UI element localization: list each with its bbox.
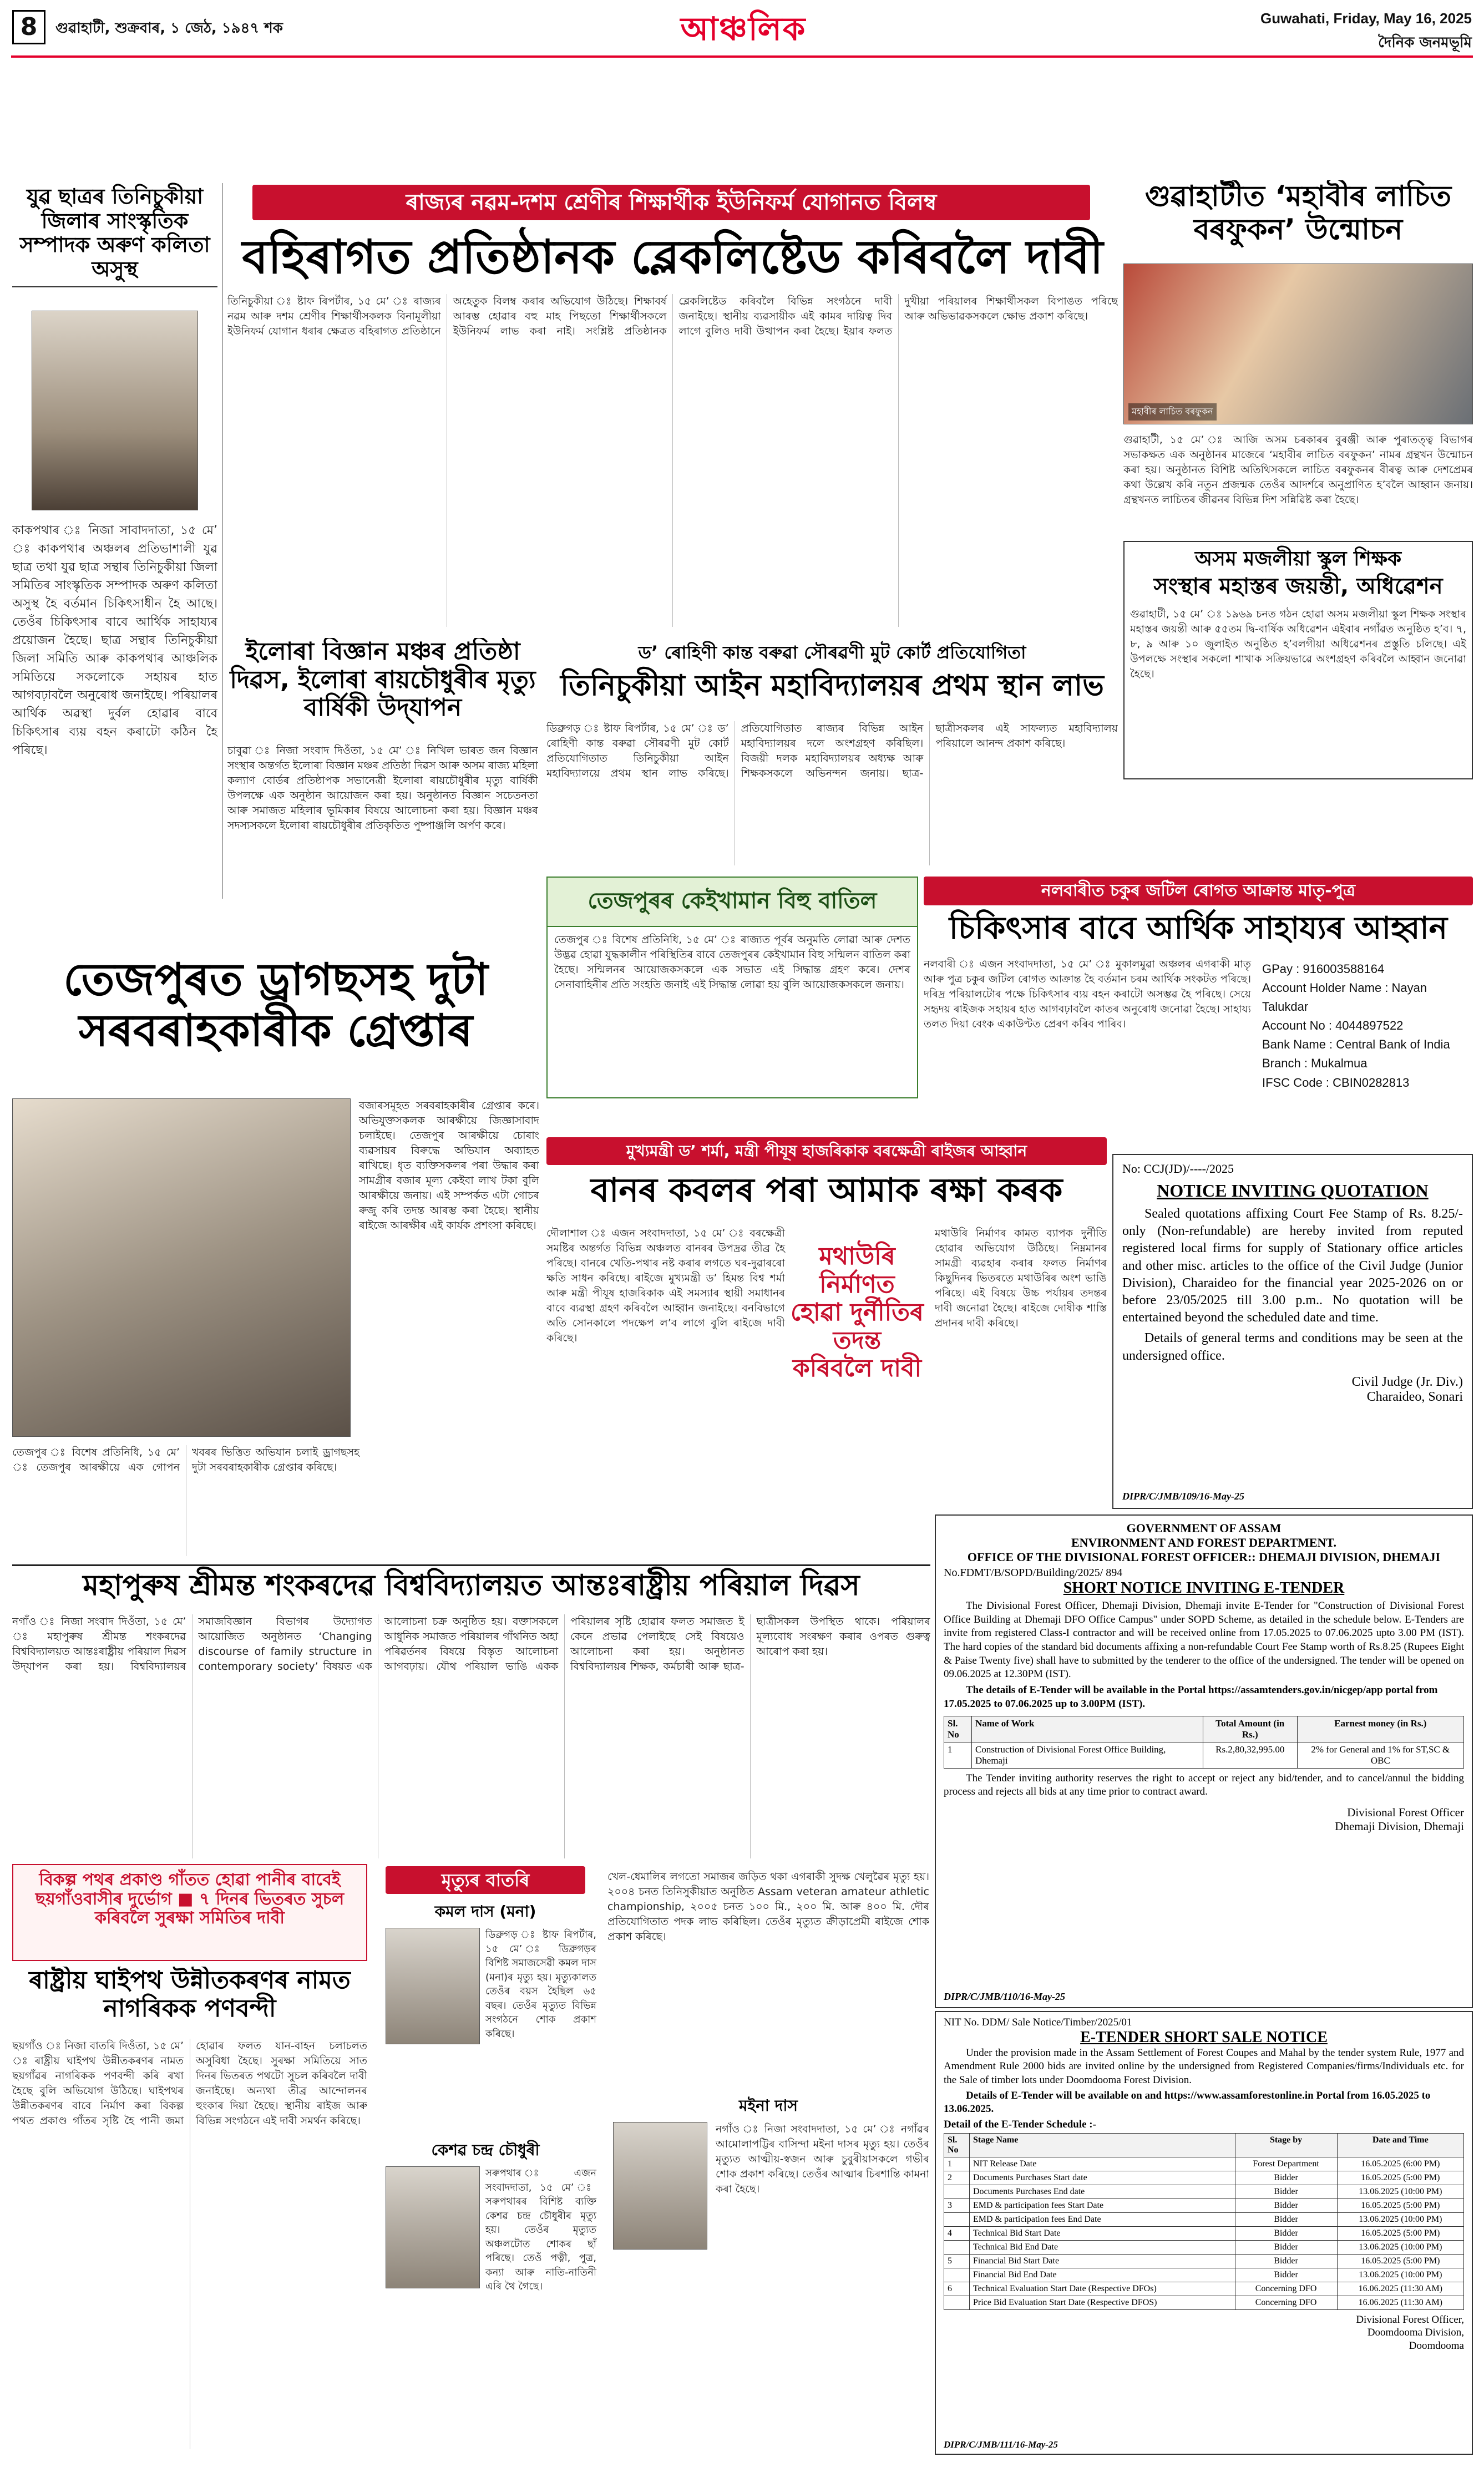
obituary-name-2: কেশৱ চন্দ্ৰ চৌধুৰী <box>431 2141 540 2159</box>
moot-court-body: ডিব্ৰুগড় ঃ ষ্টাফ ৰিপৰ্টাৰ, ১৫ মে’ ঃ ড’ ৰোহিণী কান্ত বৰুৱা সৌৰৱণী মুট কোৰ্ট প্ৰতিযোগিতাত তিনিচুকীয়া আইন মহাবিদ্যালয়ে প্ৰথম স্থান লাভ কৰিছে। প্ৰতিযোগিতাত ৰাজ্যৰ বিভিন্ন আইন মহাবিদ্যালয়ৰ দলে অংশগ্ৰহণ কৰিছিল। বিজয়ী দলক মহাবিদ্যালয়ৰ অধ্যক্ষ আৰু শিক্ষকসকলে অভিনন্দন জনায়। ছাত্ৰ-ছাত্ৰীসকলৰ এই সাফল্যত মহাবিদ্যালয় পৰিয়ালে আনন্দ প্ৰকাশ কৰিছে। <box>546 722 1118 779</box>
road-alert <box>12 1864 367 1961</box>
bank-branch: Branch : Mukalmua <box>1262 1056 1367 1071</box>
forest-tender-dept: ENVIRONMENT AND FOREST DEPARTMENT. <box>1071 1536 1336 1549</box>
forest-tender-title: SHORT NOTICE INVITING E-TENDER <box>1063 1579 1345 1597</box>
timber-tender-td: Documents Purchases End date <box>970 2185 1235 2198</box>
bihu-story-headline: তেজপুৰৰ কেইখামান বিহু বাতিল <box>548 878 917 927</box>
forest-tender-th: Earnest money (in Rs.) <box>1297 1716 1463 1742</box>
timber-tender-table <box>944 2133 1464 2310</box>
timber-tender-body: Under the provision made in the Assam Settlement of Forest Coupes and Mahal by the tender system Rule, 1977 and Amendment Rule 2000 bids are invited online by the undersigned from Registered Companies/firms/Individuals etc. for the Sale of timber lots under Doomdooma Forest Division. <box>944 2047 1464 2086</box>
drugs-story <box>12 949 539 1559</box>
timber-tender-td: Forest Department <box>1235 2157 1337 2171</box>
timber-tender-td: Bidder <box>1235 2226 1337 2240</box>
medical-appeal-headline: চিকিৎসাৰ বাবে আৰ্থিক সাহায্যৰ আহ্বান <box>949 910 1448 946</box>
timber-tender-td: Documents Purchases Start date <box>970 2171 1235 2185</box>
obituary-portrait-3 <box>613 2122 707 2250</box>
timber-tender-td: 3 <box>944 2198 970 2212</box>
uniform-story-body: তিনিচুকীয়া ঃ ষ্টাফ ৰিপৰ্টাৰ, ১৫ মে’ ঃ ৰাজ্যৰ নৱম আৰু দশম শ্ৰেণীৰ শিক্ষাৰ্থীসকলক বিনামূলীয়া ইউনিফৰ্ম যোগান ধৰাৰ ক্ষেত্ৰত বহিৰাগত প্ৰতিষ্ঠানে অহেতুক বিলম্ব কৰাৰ অভিযোগ উঠিছে। শিক্ষাবৰ্ষ আৰম্ভ হোৱাৰ বহু মাহ পিছতো শিক্ষাৰ্থীসকলে ইউনিফৰ্ম লাভ কৰা নাই। সংশ্লিষ্ট প্ৰতিষ্ঠানক ব্লেকলিষ্টেড কৰিবলৈ বিভিন্ন সংগঠনে দাবী জনাইছে। স্থানীয় ব্যৱসায়ীক এই কামৰ দায়িত্ব দিব লাগে বুলিও দাবী উত্থাপন কৰা হৈছে। ইয়াৰ ফলত দুখীয়া পৰিয়ালৰ শিক্ষাৰ্থীসকল বিপাঙত পৰিছে আৰু অভিভাৱকসকলে ক্ষোভ প্ৰকাশ কৰিছে। <box>227 295 1118 337</box>
forest-tender-portal: The details of E-Tender will be available in the Portal https://assamtenders.gov.in/nicgep/app portal from 17.05.2025 to 07.06.2025 up to 3.00PM (IST). <box>944 1684 1438 1710</box>
timber-tender-td: 16.06.2025 (11:30 AM) <box>1337 2282 1463 2296</box>
timber-tender-td: Bidder <box>1235 2268 1337 2282</box>
timber-tender-th: Sl. No <box>944 2133 970 2157</box>
notice-quotation-body: Sealed quotations affixing Court Fee Stamp of Rs. 8.25/- only (Non-refundable) are hereby invited from reputed registered local firms for supply of Stationary office articles and other misc. articles to the office of the Civil Judge (Junior Division), Charaideo for the financial year 2025-2026 on or before 23/05/2025 till 3.00 p.m.. No quotation will be entertained beyond the scheduled date and time. <box>1122 1207 1463 1325</box>
timber-tender-signer-2: Doomdooma Division, <box>1367 2327 1464 2339</box>
forest-tender-th: Total Amount (in Rs.) <box>1203 1716 1297 1742</box>
timber-tender <box>935 2011 1473 2455</box>
timber-tender-td: Bidder <box>1235 2212 1337 2226</box>
masthead-date-left: গুৱাহাটী, শুক্ৰবাৰ, ১ জেঠ, ১৯৪৭ শক <box>55 20 283 37</box>
bank-account: Account No : 4044897522 <box>1262 1019 1404 1033</box>
side-story-body: কাকপথাৰ ঃ নিজা সাবাদদাতা, ১৫ মে’ ঃ কাকপথাৰ অঞ্চলৰ প্ৰতিভাশালী যুৱ ছাত্ৰ তথা যুৱ ছাত্ৰ সন্থাৰ তিনিচুকীয়া জিলা সমিতিৰ সাংস্কৃতিক সম্পাদক অৰুণ কলিতা অসুস্থ হৈ বৰ্তমান চিকিৎসাধীন হৈ আছে। তেওঁৰ চিকিৎসাৰ বাবে আৰ্থিক সাহায্যৰ প্ৰয়োজন হৈছে। ছাত্ৰ সন্থাৰ তিনিচুকীয়া জিলা সমিতি আৰু কাকপথাৰ আঞ্চলিক সমিতিয়ে সকলোকে সহায়ৰ হাত আগবঢ়াবলৈ অনুৰোধ জনাইছে। পৰিয়ালৰ আৰ্থিক অৱস্থা দুৰ্বল হোৱাৰ বাবে চিকিৎসাৰ ব্যয় বহন কৰাটো কঠিন হৈ পৰিছে। <box>12 524 217 757</box>
forest-tender-ref: No.FDMT/B/SOPD/Building/2025/ 894 <box>944 1567 1123 1579</box>
timber-tender-ref: NIT No. DDM/ Sale Notice/Timber/2025/01 <box>944 2017 1132 2028</box>
masthead-dateline: Guwahati, Friday, May 16, 2025 <box>1260 10 1472 27</box>
timber-tender-td <box>944 2212 970 2226</box>
table-row <box>944 2226 1464 2240</box>
drugs-story-headline: তেজপুৰত ড্ৰাগছসহ দুটা সৰবৰাহকাৰীক গ্ৰেপ্তাৰ <box>63 954 488 1056</box>
bank-gpay: GPay : 916003588164 <box>1262 962 1385 976</box>
timber-tender-td <box>944 2240 970 2254</box>
timber-tender-schedule-title: Detail of the E-Tender Schedule :- <box>944 2118 1096 2130</box>
forest-tender-footer: The Tender inviting authority reserves the right to accept or reject any bid/tender, and to cancel/annul the bidding process and rejects all bids at any time prior to contract award. <box>944 1772 1464 1798</box>
notice-quotation-title: NOTICE INVITING QUOTATION <box>1157 1181 1429 1200</box>
majuli-story-body: গুৱাহাটী, ১৫ মে’ ঃ ১৯৬৯ চনত গঠন হোৱা অসম মজলীয়া স্কুল শিক্ষক সংস্থাৰ মহাস্তৰ জয়ন্তী আৰু ৫৫তম দ্বি-বাৰ্ষিক অধিৱেশন এইবাৰ নগাঁৱত অনুষ্ঠিত হ’ব। ৭, ৮, ৯ আৰু ১০ জুলাইত অনুষ্ঠিত হ’বলগীয়া অধিৱেশনৰ প্ৰস্তুতি চলিছে। এই উপলক্ষে সংস্থাৰ সকলো শাখাক সক্ৰিয়ভাৱে অংশগ্ৰহণ কৰিবলৈ আহ্বান জনোৱা হৈছে। <box>1130 608 1466 681</box>
obituary-text-3: নগাঁও ঃ নিজা সংবাদদাতা, ১৫ মে’ ঃ নগাঁৱৰ আমোলাপট্টিৰ বাসিন্দা মইনা দাসৰ মৃত্যু হয়। তেওঁৰ মৃত্যুত আত্মীয়-স্বজন আৰু চুবুৰীয়াসকলে গভীৰ শোক প্ৰকাশ কৰিছে। তেওঁৰ আত্মাৰ চিৰশান্তি কামনা কৰা হৈছে। <box>716 2123 929 2195</box>
bank-ifsc: IFSC Code : CBIN0282813 <box>1262 1075 1410 1090</box>
timber-tender-td: Technical Evaluation Start Date (Respective DFOs) <box>970 2282 1235 2296</box>
timber-tender-td: Financial Bid Start Date <box>970 2254 1235 2268</box>
table-row <box>944 2296 1464 2309</box>
mahabir-story <box>1123 180 1473 785</box>
table-row <box>944 2212 1464 2226</box>
timber-tender-td: 16.06.2025 (11:30 AM) <box>1337 2296 1463 2309</box>
highway-story-headline: ৰাষ্ট্ৰীয় ঘাইপথ উন্নীতকৰণৰ নামত নাগৰিকক পণবন্দী <box>29 1967 351 2023</box>
university-story-body: নগাঁও ঃ নিজা সংবাদ দিওঁতা, ১৫ মে’ ঃ মহাপুৰুষ শ্ৰীমন্ত শংকৰদেৱ বিশ্ববিদ্যালয়ত আন্তঃৰাষ্ট্ৰীয় পৰিয়াল দিৱস উদ্‌যাপন কৰা হয়। বিশ্ববিদ্যালয়ৰ সমাজবিজ্ঞান বিভাগৰ উদ্যোগত আয়োজিত অনুষ্ঠানত ‘Changing discourse of family structure in contemporary society’ বিষয়ত এক আলোচনা চক্ৰ অনুষ্ঠিত হয়। বক্তাসকলে আধুনিক সমাজত পৰিয়ালৰ গাঁথনিত অহা পৰিৱৰ্তনৰ বিষয়ে বিস্তৃত আলোচনা আগবঢ়ায়। যৌথ পৰিয়াল ভাঙি একক পৰিয়ালৰ সৃষ্টি হোৱাৰ ফলত সমাজত ই কেনে প্ৰভাৱ পেলাইছে সেই বিষয়েও আলোচনা কৰা হয়। অনুষ্ঠানত বিশ্ববিদ্যালয়ৰ শিক্ষক, কৰ্মচাৰী আৰু ছাত্ৰ-ছাত্ৰীসকল উপস্থিত থাকে। পৰিয়ালৰ মূল্যবোধ সংৰক্ষণ কৰাৰ ওপৰত গুৰুত্ব আৰোপ কৰা হয়। <box>12 1615 930 1673</box>
page-number: 8 <box>12 10 45 44</box>
forest-tender-signer-2: Dhemaji Division, Dhemaji <box>1335 1819 1464 1833</box>
monkey-story-body: দৌলাশাল ঃ এজন সংবাদদাতা, ১৫ মে’ ঃ বৰক্ষেত্ৰী সমষ্টিৰ অন্তৰ্গত বিভিন্ন অঞ্চলত বানৰৰ উপদ্ৰৱ তীব্ৰ হৈ পৰিছে। বানৰে খেতি-পথাৰ নষ্ট কৰাৰ লগতে ঘৰ-দুৱাৰৰো ক্ষতি সাধন কৰিছে। ৰাইজে মুখ্যমন্ত্ৰী ড’ হিমন্ত বিশ্ব শৰ্মা আৰু মন্ত্ৰী পীযূষ হাজৰিকাক এই সমস্যাৰ স্থায়ী সমাধানৰ বাবে ব্যৱস্থা গ্ৰহণ কৰিবলৈ আহ্বান জনাইছে। বনবিভাগে অতি সোনকালে পদক্ষেপ ল’ব লাগে বুলি ৰাইজে দাবী কৰিছে। <box>546 1227 785 1344</box>
timber-tender-td <box>944 2268 970 2282</box>
drugs-story-body: বজাৰসমূহত সৰবৰাহকাৰীৰ গ্ৰেপ্তাৰ কৰে। অভিযুক্তসকলক আৰক্ষীয়ে জিজ্ঞাসাবাদ চলাইছে। তেজপুৰ আৰক্ষীয়ে চোৰাং ব্যৱসায়ৰ বিৰুদ্ধে অভিযান অব্যাহত ৰাখিছে। ধৃত ব্যক্তিসকলৰ পৰা উদ্ধাৰ কৰা সামগ্ৰীৰ বজাৰ মূল্য কেইবা লাখ টকা বুলি আৰক্ষীয়ে জনায়। এই সম্পৰ্কত এটা গোচৰ ৰুজু কৰি তদন্ত আৰম্ভ কৰা হৈছে। স্থানীয় ৰাইজে আৰক্ষীৰ এই কাৰ্যক প্ৰশংসা কৰিছে। <box>359 1100 539 1232</box>
obituary-text-2: সৰুপথাৰ ঃ এজন সংবাদদাতা, ১৫ মে’ ঃ সৰুপথাৰৰ বিশিষ্ট ব্যক্তি কেশৱ চন্দ্ৰ চৌধুৰীৰ মৃত্যু হয়। তেওঁৰ মৃত্যুত অঞ্চলটোত শোকৰ ছাঁ পৰিছে। তেওঁ পত্নী, পুত্ৰ, কন্যা আৰু নাতি-নাতিনী এৰি থৈ গৈছে। <box>485 2167 596 2293</box>
obituary-portrait-2 <box>386 2166 480 2288</box>
ilora-story <box>227 638 538 949</box>
forest-tender-th: Name of Work <box>972 1716 1203 1742</box>
timber-tender-td: Technical Bid Start Date <box>970 2226 1235 2240</box>
notice-quotation-signer-2: Charaideo, Sonari <box>1366 1389 1463 1404</box>
bihu-story-body: তেজপুৰ ঃ বিশেষ প্ৰতিনিধি, ১৫ মে’ ঃ ৰাজ্যত পূৰ্বৰ অনুমতি লোৱা আৰু দেশত উদ্ভৱ হোৱা যুদ্ধকালীন পৰিস্থিতিৰ বাবে তেজপুৰৰ কেইখামান বিহু সন্মিলন বাতিল কৰা হৈছে। সন্মিলনৰ আয়োজকসকলে এক সভাত এই সিদ্ধান্ত গ্ৰহণ কৰে। দেশৰ সেনাবাহিনীৰ প্ৰতি সংহতি জনাই এই সিদ্ধান্ত লোৱা হয় বুলি আয়োজকসকলে জনায়। <box>554 934 910 991</box>
ilora-story-headline: ইলোৰা বিজ্ঞান মঞ্চৰ প্ৰতিষ্ঠা দিৱস, ইলোৰা ৰায়চৌধুৰীৰ মৃত্যু বাৰ্ষিকী উদ্‌যাপন <box>230 638 536 722</box>
road-alert-text: বিকল্প পথৰ প্ৰকাণ্ড গাঁতত হোৱা পানীৰ বাবেই ছয়গাঁওবাসীৰ দুৰ্ভোগ ■ ৭ দিনৰ ভিতৰত সুচল কৰিবলৈ সুৰক্ষা সমিতিৰ দাবী <box>35 1870 345 1928</box>
uniform-story-kicker: ৰাজ্যৰ নৱম-দশম শ্ৰেণীৰ শিক্ষাৰ্থীক ইউনিফৰ্ম যোগানত বিলম্ব <box>252 185 1090 220</box>
medical-appeal-kicker: নলবাৰীত চকুৰ জটিল ৰোগত আক্ৰান্ত মাতৃ-পুত্ৰ <box>924 877 1473 905</box>
timber-tender-td: Bidder <box>1235 2185 1337 2198</box>
side-story-headline: যুৱ ছাত্ৰৰ তিনিচুকীয়া জিলাৰ সাংস্কৃতিক সম্পাদক অৰুণ কলিতা অসুস্থ <box>12 180 217 287</box>
monkey-story-kicker: মুখ্যমন্ত্ৰী ড’ শৰ্মা, মন্ত্ৰী পীযূষ হাজৰিকাক বৰক্ষেত্ৰী ৰাইজৰ আহ্বান <box>546 1137 1107 1165</box>
university-story <box>12 1564 930 1858</box>
obituary-kicker: মৃত্যুৰ বাতৰি <box>386 1866 585 1894</box>
timber-tender-td: 16.05.2025 (5:00 PM) <box>1337 2171 1463 2185</box>
notice-quotation-dipr: DIPR/C/JMB/109/16-May-25 <box>1122 1491 1245 1502</box>
masthead-logo: আঞ্চলিক <box>680 10 807 48</box>
forest-tender-gov: GOVERNMENT OF ASSAM <box>1126 1521 1282 1535</box>
timber-tender-td: 16.05.2025 (5:00 PM) <box>1337 2226 1463 2240</box>
timber-tender-td <box>944 2296 970 2309</box>
majuli-story-headline-top: অসম মজলীয়া স্কুল শিক্ষক <box>1194 548 1402 570</box>
forest-tender-body: The Divisional Forest Officer, Dhemaji Division, Dhemaji invite E-Tender for "Construction of Divisional Forest Office Building at Dhemaji DFO Office Campus" under SOPD Scheme, as detailed in the schedule below. E-Tenders are invite from registered Class-I contractor and will be received online from 17.05.2025 to 07.06.2025 upto 3.00 PM (IST). The hard copies of the standard bid documents affixing a non-refundable Court Fee Stamp worth of Rs.8.25 (Rupees Eight & Paise Twenty five) shall have to submitted by the tenderer to the office of the undersigned. The tender will be opened on 09.06.2025 at 12.30PM (IST). <box>944 1600 1464 1680</box>
moot-court-story <box>546 638 1118 871</box>
table-row <box>944 2171 1464 2185</box>
timber-tender-td: 13.06.2025 (10:00 PM) <box>1337 2212 1463 2226</box>
forest-tender-th: Sl. No <box>944 1716 972 1742</box>
timber-tender-dipr: DIPR/C/JMB/111/16-May-25 <box>944 2439 1058 2450</box>
timber-tender-th: Stage Name <box>970 2133 1235 2157</box>
forest-tender-td: Construction of Divisional Forest Office Building, Dhemaji <box>972 1742 1203 1768</box>
timber-tender-td: Technical Bid End Date <box>970 2240 1235 2254</box>
ilora-story-body: চাবুৱা ঃ নিজা সংবাদ দিওঁতা, ১৫ মে’ ঃ নিখিল ভাৰত জন বিজ্ঞান সংস্থাৰ অন্তৰ্গত ইলোৰা বিজ্ঞান মঞ্চৰ প্ৰতিষ্ঠা দিৱস আৰু অসম ৰাজ্য মহিলা কল্যাণ বোৰ্ডৰ প্ৰতিষ্ঠাপক সভানেত্ৰী ইলোৰা ৰায়চৌধুৰীৰ মৃত্যু বাৰ্ষিকী উপলক্ষে এক অনুষ্ঠান আয়োজন কৰা হয়। অনুষ্ঠানত বিজ্ঞান সচেতনতা আৰু সমাজত মহিলাৰ ভূমিকাৰ বিষয়ে আলোচনা কৰা হয়। বিজ্ঞান মঞ্চৰ সদস্যসকলে ইলোৰা ৰায়চৌধুৰীৰ প্ৰতিকৃতিত পুষ্পাঞ্জলি অৰ্পণ কৰে। <box>227 744 538 832</box>
masthead-rule <box>11 55 1473 58</box>
timber-tender-td: Financial Bid End Date <box>970 2268 1235 2282</box>
drugs-arrest-photo <box>12 1098 351 1437</box>
obituary-athlete-body: খেল-ধেমালিৰ লগতো সমাজৰ জড়িত থকা এগৰাকী সুদক্ষ খেলুৱৈৰ মৃত্যু হয়। ২০০৪ চনত তিনিসুকীয়াত অনুষ্ঠিত Assam veteran amateur athletic championship, ২০০৫ চনত ১০০ মি., ২০০ মি. আৰু ৪০০ মি. দৌৰ প্ৰতিযোগিতাত পদক লাভ কৰিছিল। তেওঁৰ মৃত্যুত ক্ৰীড়াপ্ৰেমী ৰাইজে শোক প্ৰকাশ কৰিছে। <box>607 1871 929 1943</box>
notice-quotation <box>1112 1154 1473 1509</box>
timber-tender-td: 16.05.2025 (5:00 PM) <box>1337 2254 1463 2268</box>
timber-tender-td <box>944 2185 970 2198</box>
forest-tender-table <box>944 1716 1464 1769</box>
majuli-story-headline: সংস্থাৰ মহাস্তৰ জয়ন্তী, অধিৱেশন <box>1153 574 1443 600</box>
notice-quotation-ref: No: CCJ(JD)/----/2025 <box>1122 1162 1234 1176</box>
timber-tender-th: Date and Time <box>1337 2133 1463 2157</box>
monkey-story-headline: বানৰ কবলৰ পৰা আমাক ৰক্ষা কৰক <box>590 1171 1063 1210</box>
mahabir-photo-caption: মহাবীৰ লাচিত বৰফুকন <box>1128 403 1217 421</box>
table-row <box>944 2282 1464 2296</box>
timber-tender-td: 13.06.2025 (10:00 PM) <box>1337 2185 1463 2198</box>
table-row <box>944 2157 1464 2171</box>
notice-quotation-body2: Details of general terms and conditions may be seen at the undersigned office. <box>1122 1331 1463 1363</box>
timber-tender-title: E-TENDER SHORT SALE NOTICE <box>1080 2029 1328 2046</box>
timber-tender-td: Bidder <box>1235 2198 1337 2212</box>
obituary-name-1: কমল দাস (মনা) <box>434 1902 536 1921</box>
masthead <box>0 0 1484 67</box>
timber-tender-th: Stage by <box>1235 2133 1337 2157</box>
highway-story <box>12 1967 367 2455</box>
medical-appeal-body: নলবাৰী ঃ এজন সংবাদদাতা, ১৫ মে’ ঃ মুকালমুৱা অঞ্চলৰ এগৰাকী মাতৃ আৰু পুত্ৰ চকুৰ জটিল ৰোগত আক্ৰান্ত হৈ বৰ্তমান চৰম আৰ্থিক সংকটত পৰিছে। দৰিদ্ৰ পৰিয়ালটোৰ পক্ষে চিকিৎসাৰ ব্যয় বহন কৰাটো অসম্ভৱ হৈ পৰিছে। সেয়ে সহৃদয় ৰাইজক সহায়ৰ হাত আগবঢ়াবলৈ কাতৰ অনুৰোধ জনোৱা হৈছে। সাহায্য তলত দিয়া বেংক একাউণ্টত প্ৰেৰণ কৰিব পাৰিব। <box>924 958 1251 1030</box>
mahabir-story-headline: গুৱাহাটীত ‘মহাবীৰ লাচিত বৰফুকন’ উন্মোচন <box>1144 180 1452 246</box>
medical-appeal <box>924 877 1473 1148</box>
uniform-story <box>227 180 1118 635</box>
table-row <box>944 1742 1464 1768</box>
forest-tender-dipr: DIPR/C/JMB/110/16-May-25 <box>944 1991 1066 2002</box>
timber-tender-signer-1: Divisional Forest Officer, <box>1356 2313 1464 2326</box>
timber-tender-td: Bidder <box>1235 2240 1337 2254</box>
timber-tender-td: Concerning DFO <box>1235 2282 1337 2296</box>
timber-tender-td: 16.05.2025 (5:00 PM) <box>1337 2198 1463 2212</box>
timber-tender-td: Concerning DFO <box>1235 2296 1337 2309</box>
highway-story-body: ছয়গাঁও ঃ নিজা বাতৰি দিওঁতা, ১৫ মে’ ঃ ৰাষ্ট্ৰীয় ঘাইপথ উন্নীতকৰণৰ নামত ছয়গাঁৱৰ নাগৰিকক পণবন্দী কৰি ৰখা হৈছে বুলি অভিযোগ উঠিছে। ঘাইপথৰ উন্নীতকৰণৰ বাবে নিৰ্মাণ কৰা বিকল্প পথত প্ৰকাণ্ড গাঁতৰ সৃষ্টি হৈ পানী জমা হোৱাৰ ফলত যান-বাহন চলাচলত অসুবিধা হৈছে। সুৰক্ষা সমিতিয়ে সাত দিনৰ ভিতৰত পথটো সুচল কৰিবলৈ দাবী জনাইছে। অন্যথা তীব্ৰ আন্দোলনৰ হুংকাৰ দিয়া হৈছে। স্থানীয় ৰাইজ আৰু বিভিন্ন সংগঠনে এই দাবী সমৰ্থন কৰিছে। <box>12 2040 367 2127</box>
timber-tender-td: EMD & participation fees End Date <box>970 2212 1235 2226</box>
timber-tender-td: Price Bid Evaluation Start Date (Respective DFOS) <box>970 2296 1235 2309</box>
table-row <box>944 2198 1464 2212</box>
masthead-paper-name: দৈনিক জনমভূমি <box>1378 34 1472 51</box>
timber-tender-td: 5 <box>944 2254 970 2268</box>
mathauri-story-headline: মথাউৰি নিৰ্মাণত হোৱা দুৰ্নীতিৰ তদন্ত কৰিবলৈ দাবী <box>791 1242 924 1383</box>
mahabir-book-launch-photo <box>1123 264 1473 424</box>
left-column-rule <box>222 183 223 899</box>
university-story-headline: মহাপুৰুষ শ্ৰীমন্ত শংকৰদেৱ বিশ্ববিদ্যালয়ত আন্তঃৰাষ্ট্ৰীয় পৰিয়াল দিৱস <box>12 1564 930 1606</box>
obituary-section <box>374 1864 929 2455</box>
medical-appeal-bank-details <box>1262 960 1473 1092</box>
table-row <box>944 2185 1464 2198</box>
timber-tender-td: 13.06.2025 (10:00 PM) <box>1337 2240 1463 2254</box>
timber-tender-td: Bidder <box>1235 2171 1337 2185</box>
moot-court-kicker: ড’ ৰোহিণী কান্ত বৰুৱা সৌৰৱণী মুট কোৰ্ট প্ৰতিযোগিতা <box>638 642 1026 663</box>
timber-tender-td: 1 <box>944 2157 970 2171</box>
side-story-portrait <box>32 311 198 510</box>
side-story <box>12 180 217 1024</box>
timber-tender-td: EMD & participation fees Start Date <box>970 2198 1235 2212</box>
timber-tender-td: 2 <box>944 2171 970 2185</box>
obituary-text-1: ডিব্ৰুগড় ঃ ষ্টাফ ৰিপৰ্টাৰ, ১৫ মে’ ঃ ডিব্ৰুগড়ৰ বিশিষ্ট সমাজসেৱী কমল দাস (মনা)ৰ মৃত্যু হয়। মৃত্যুকালত তেওঁৰ বয়স হৈছিল ৬৫ বছৰ। তেওঁৰ মৃত্যুত বিভিন্ন সংগঠনে শোক প্ৰকাশ কৰিছে। <box>485 1929 596 2040</box>
timber-tender-portal: Details of E-Tender will be available on and https://www.assamforestonline.in Portal from 16.05.2025 to 13.06.2025. <box>944 2089 1431 2115</box>
mahabir-story-body: গুৱাহাটী, ১৫ মে’ ঃ আজি অসম চৰকাৰৰ বুৰঞ্জী আৰু পুৰাতত্ত্ব বিভাগৰ সভাকক্ষত এক অনুষ্ঠানৰ মাজেৰে ‘মহাবীৰ লাচিত বৰফুকন’ নামৰ গ্ৰন্থখন উন্মোচন কৰা হয়। অনুষ্ঠানত বিশিষ্ট অতিথিসকলে লাচিত বৰফুকনৰ বীৰত্ব আৰু দেশপ্ৰেমৰ কথা উল্লেখ কৰি নতুন প্ৰজন্মক তেওঁৰ আদৰ্শৰে অনুপ্ৰাণিত হ’বলৈ আহ্বান জনায়। গ্ৰন্থখনত লাচিতৰ জীৱনৰ বিভিন্ন দিশ সন্নিৱিষ্ট কৰা হৈছে। <box>1123 434 1473 506</box>
moot-court-headline: তিনিচুকীয়া আইন মহাবিদ্যালয়ৰ প্ৰথম স্থান লাভ <box>560 668 1104 702</box>
mathauri-story-body: মথাউৰি নিৰ্মাণৰ কামত ব্যাপক দুৰ্নীতি হোৱাৰ অভিযোগ উঠিছে। নিম্নমানৰ সামগ্ৰী ব্যৱহাৰ কৰাৰ ফলত নিৰ্মাণৰ কিছুদিনৰ ভিতৰতে মথাউৰিৰ অংশ ভাঙি পৰিছে। এই বিষয়ে উচ্চ পৰ্যায়ৰ তদন্তৰ দাবী জনোৱা হৈছে। ৰাইজে দোষীক শাস্তি প্ৰদানৰ দাবী কৰিছে। <box>935 1227 1107 1329</box>
table-row <box>944 2254 1464 2268</box>
obituary-portrait-1 <box>386 1928 480 2044</box>
timber-tender-td: 4 <box>944 2226 970 2240</box>
notice-quotation-signer-1: Civil Judge (Jr. Div.) <box>1351 1374 1463 1389</box>
bank-holder: Account Holder Name : Nayan Talukdar <box>1262 981 1427 1014</box>
timber-tender-signer-3: Doomdooma <box>1409 2340 1464 2352</box>
forest-tender-td: 1 <box>944 1742 972 1768</box>
forest-tender-td: 2% for General and 1% for ST,SC & OBC <box>1297 1742 1463 1768</box>
timber-tender-td: NIT Release Date <box>970 2157 1235 2171</box>
timber-tender-td: 13.06.2025 (10:00 PM) <box>1337 2268 1463 2282</box>
uniform-story-headline: বহিৰাগত প্ৰতিষ্ঠানক ব্লেকলিষ্টেড কৰিবলৈ দাবী <box>242 230 1103 284</box>
bihu-story <box>546 877 918 1098</box>
table-row <box>944 2268 1464 2282</box>
forest-tender-office: OFFICE OF THE DIVISIONAL FOREST OFFICER:: DHEMAJI DIVISION, DHEMAJI <box>967 1550 1441 1564</box>
majuli-story <box>1123 541 1473 779</box>
drugs-story-caption: তেজপুৰ ঃ বিশেষ প্ৰতিনিধি, ১৫ মে’ ঃ তেজপুৰ আৰক্ষীয়ে এক গোপন খবৰৰ ভিত্তিত অভিযান চলাই ড্ৰাগছসহ দুটা সৰবৰাহকাৰীক গ্ৰেপ্তাৰ কৰিছে। <box>12 1446 359 1473</box>
bank-name: Bank Name : Central Bank of India <box>1262 1037 1450 1052</box>
table-row <box>944 2240 1464 2254</box>
forest-tender-signer-1: Divisional Forest Officer <box>1347 1805 1464 1819</box>
obituary-name-3: মইনা দাস <box>738 2096 798 2115</box>
forest-tender <box>935 1514 1473 2008</box>
timber-tender-td: 16.05.2025 (6:00 PM) <box>1337 2157 1463 2171</box>
timber-tender-td: 6 <box>944 2282 970 2296</box>
forest-tender-td: Rs.2,80,32,995.00 <box>1203 1742 1297 1768</box>
monkey-story <box>546 1137 1107 1570</box>
timber-tender-td: Bidder <box>1235 2254 1337 2268</box>
